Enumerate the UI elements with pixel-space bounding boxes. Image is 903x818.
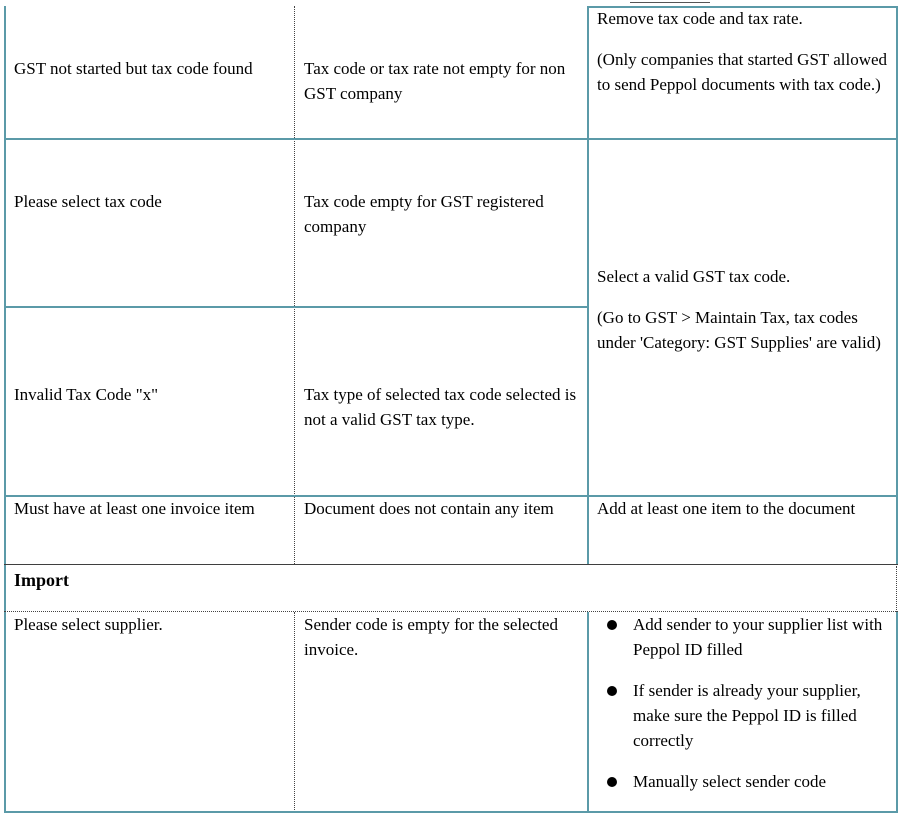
row-4-message: Must have at least one invoice item (14, 499, 255, 518)
row-divider-1 (4, 138, 898, 140)
import-right-border (896, 566, 897, 612)
table-left-border (4, 6, 6, 812)
row-3-reason: Tax type of selected tax code selected is not a valid GST tax type. (304, 385, 577, 429)
list-item: Manually select sender code (597, 769, 891, 794)
column-divider-1 (294, 6, 295, 564)
import-table-right-border (896, 612, 898, 812)
import-row-message: Please select supplier. (14, 615, 163, 634)
row-divider-4 (4, 564, 898, 565)
table-bottom-border (4, 811, 898, 813)
list-item: If sender is already your supplier, make sure the Peppol ID is filled correctly (597, 678, 891, 753)
import-row-reason: Sender code is empty for the selected invoice. (304, 615, 558, 659)
row-2-reason: Tax code empty for GST registered company (304, 192, 544, 236)
import-column-divider-2 (587, 612, 589, 812)
column-divider-2 (587, 6, 589, 564)
bullet-icon (607, 777, 617, 787)
bullet-icon (607, 686, 617, 696)
bullet-icon (607, 620, 617, 630)
previous-page-fragment (630, 0, 710, 3)
row-1-message: GST not started but tax code found (14, 59, 253, 78)
import-column-divider-1 (294, 612, 295, 812)
merged-solution: Select a valid GST tax code. (Go to GST > Maintain Tax, tax codes under 'Category: GST Supplies' are valid) (597, 267, 881, 352)
row-4-reason: Document does not contain any item (304, 499, 554, 518)
row-2-message: Please select tax code (14, 192, 162, 211)
table-right-border (896, 6, 898, 564)
import-solution-list (597, 612, 891, 794)
row-1-reason: Tax code or tax rate not empty for non GST company (304, 59, 566, 103)
row-1-solution: Remove tax code and tax rate. (Only companies that started GST allowed to send Peppol documents with tax code.) (597, 9, 888, 94)
list-item: Add sender to your supplier list with Peppol ID filled (597, 612, 891, 662)
row-4-solution: Add at least one item to the document (597, 499, 856, 518)
row-divider-2 (4, 306, 589, 308)
row-3-message: Invalid Tax Code "x" (14, 385, 159, 404)
import-section-title: Import (14, 570, 69, 590)
